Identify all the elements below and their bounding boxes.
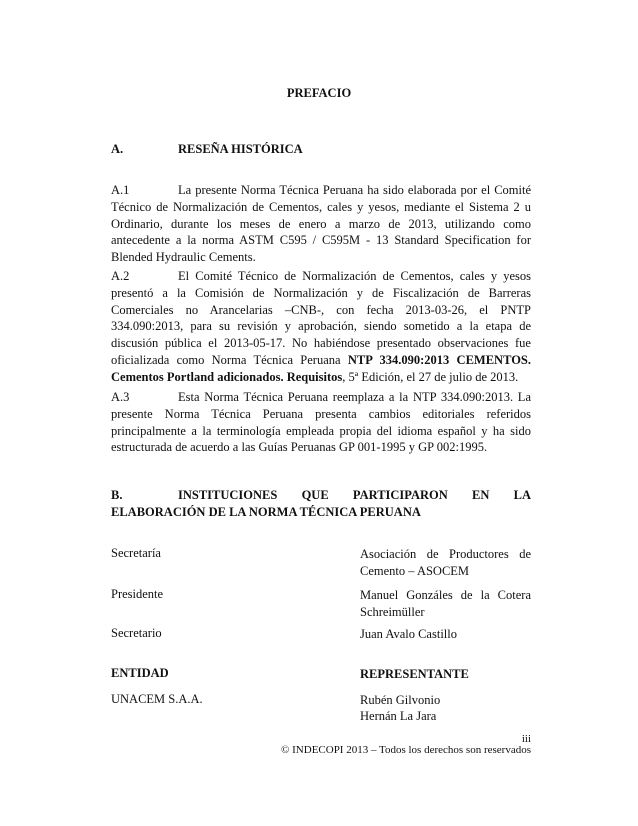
section-b-title: INSTITUCIONES QUE PARTICIPARON EN LA ELABORACIÓN DE LA NORMA TÉCNICA PERUANA [111,488,531,519]
section-b-number: B. [111,488,123,502]
paragraph-a1 [111,182,531,266]
paragraph-number: A.3 [111,390,130,404]
entity-representative: Rubén Gilvonio [360,693,441,707]
paragraph-text: La presente Norma Técnica Peruana ha sido elaborada por el Comité Técnico de Normalización de Cementos, cales y yesos, mediante el Sistema 2 u Ordinario, durante los meses de enero a marzo de 2013, utilizando como antecedente a la norma ASTM C595 / C595M - 13 Standard Specification for Blended Hydraulic Cements. [111,183,531,265]
representative-column-header: REPRESENTANTE [360,667,469,681]
entity-representative-alternate: Hernán La Jara [360,709,437,723]
page-number: iii [521,733,531,745]
paragraph-text: Esta Norma Técnica Peruana reemplaza a la NTP 334.090:2013. La presente Norma Técnica Peruana presenta cambios editoriales referidos principalmente a la terminología empleada propia del idioma español y ha sido estructurada de acuerdo a las Guías Peruanas GP 001-1995 y GP 002:1995. [111,390,531,455]
paragraph-tail-text: , 5ª Edición, el 27 de julio de 2013. [342,369,519,384]
role-value-secretario: Juan Avalo Castillo [360,627,457,641]
role-value-secretaria: Asociación de Productores de Cemento – ASOCEM [360,547,531,578]
role-label-secretaria: Secretaría [111,546,161,560]
section-a-title: RESEÑA HISTÓRICA [178,142,303,156]
entity-name: UNACEM S.A.A. [111,692,203,706]
paragraph-number: A.1 [111,183,130,197]
page-title: PREFACIO [286,86,352,100]
section-b-heading [111,487,531,521]
paragraph-number: A.2 [111,269,130,283]
entity-column-header: ENTIDAD [111,666,169,680]
paragraph-bold-text: NTP 334.090:2013 CEMENTOS. Cementos Portland adicionados. Requisitos [111,352,531,384]
copyright-footer: © INDECOPI 2013 – Todos los derechos son reservados [281,744,531,756]
section-a-number: A. [111,142,124,156]
role-label-secretario: Secretario [111,626,162,640]
role-value-presidente: Manuel Gonzáles de la Cotera Schreimüller [360,588,531,619]
paragraph-a2 [111,268,531,386]
role-label-presidente: Presidente [111,587,164,601]
paragraph-text: El Comité Técnico de Normalización de Cementos, cales y yesos presentó a la Comisión de Normalización y de Fiscalización de Barreras Comerciales no Arancelarias –CNB-, con fecha 2013-03-26, el PNTP 334.090:2013, para su revisión y aprobación, siendo sometido a la etapa de discusión pública el 2013-05-17. No habiéndose presentado observaciones fue oficializada como Norma Técnica Peruana [111,269,531,367]
paragraph-a3 [111,389,531,456]
